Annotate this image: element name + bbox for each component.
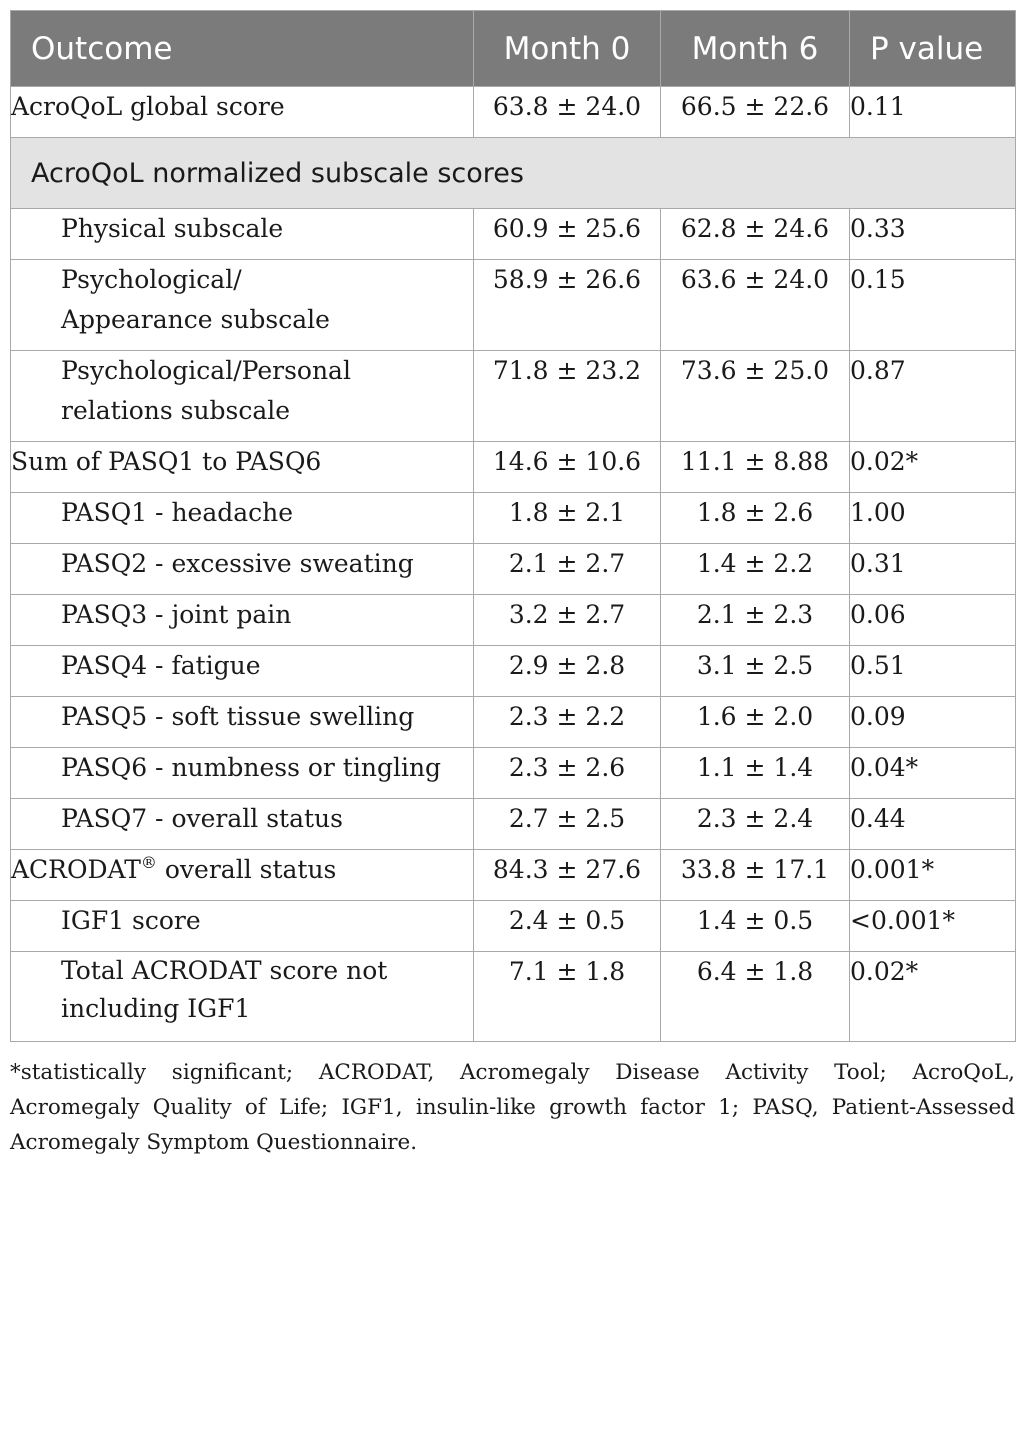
month-0-value: 2.1 ± 2.7 <box>474 544 661 595</box>
p-value: 0.09 <box>850 697 1016 748</box>
month-6-value: 3.1 ± 2.5 <box>661 646 850 697</box>
month-6-value: 62.8 ± 24.6 <box>661 209 850 260</box>
table-row <box>11 646 1016 697</box>
p-value: 0.31 <box>850 544 1016 595</box>
row-label: IGF1 score <box>11 901 474 952</box>
p-value: 0.87 <box>850 351 1016 442</box>
table-row <box>11 748 1016 799</box>
table-row <box>11 260 1016 351</box>
p-value: 1.00 <box>850 493 1016 544</box>
month-6-value: 66.5 ± 22.6 <box>661 87 850 138</box>
p-value: 0.33 <box>850 209 1016 260</box>
table-row <box>11 442 1016 493</box>
month-0-value: 3.2 ± 2.7 <box>474 595 661 646</box>
p-value: <0.001* <box>850 901 1016 952</box>
header-month-6: Month 6 <box>661 11 850 87</box>
p-value: 0.51 <box>850 646 1016 697</box>
p-value: 0.06 <box>850 595 1016 646</box>
month-6-value: 63.6 ± 24.0 <box>661 260 850 351</box>
row-label: PASQ5 - soft tissue swelling <box>11 697 474 748</box>
row-label-line-2: relations subscale <box>61 396 291 425</box>
row-label: PASQ3 - joint pain <box>11 595 474 646</box>
row-label: PASQ2 - excessive sweating <box>11 544 474 595</box>
table-header-row <box>11 11 1016 87</box>
month-0-value: 7.1 ± 1.8 <box>474 952 661 1042</box>
month-6-value: 1.8 ± 2.6 <box>661 493 850 544</box>
row-label-line-2: including IGF1 <box>61 994 251 1023</box>
row-label-line-2: Appearance subscale <box>61 305 330 334</box>
month-0-value: 60.9 ± 25.6 <box>474 209 661 260</box>
row-label <box>11 260 474 351</box>
month-6-value: 2.3 ± 2.4 <box>661 799 850 850</box>
header-outcome: Outcome <box>11 11 474 87</box>
section-header-row <box>11 138 1016 209</box>
table-row <box>11 697 1016 748</box>
results-table <box>10 10 1016 1042</box>
section-title: AcroQoL normalized subscale scores <box>11 138 1016 209</box>
table-row <box>11 850 1016 901</box>
row-label-line-1: Psychological/ <box>61 265 242 294</box>
month-0-value: 2.9 ± 2.8 <box>474 646 661 697</box>
p-value: 0.11 <box>850 87 1016 138</box>
row-label <box>11 850 474 901</box>
row-label: Physical subscale <box>11 209 474 260</box>
month-6-value: 11.1 ± 8.88 <box>661 442 850 493</box>
month-0-value: 1.8 ± 2.1 <box>474 493 661 544</box>
row-label: PASQ6 - numbness or tingling <box>11 748 474 799</box>
month-6-value: 1.4 ± 0.5 <box>661 901 850 952</box>
row-label: Sum of PASQ1 to PASQ6 <box>11 442 474 493</box>
month-6-value: 2.1 ± 2.3 <box>661 595 850 646</box>
row-label: PASQ4 - fatigue <box>11 646 474 697</box>
month-0-value: 84.3 ± 27.6 <box>474 850 661 901</box>
month-6-value: 73.6 ± 25.0 <box>661 351 850 442</box>
month-6-value: 1.4 ± 2.2 <box>661 544 850 595</box>
row-label <box>11 952 474 1042</box>
header-month-0: Month 0 <box>474 11 661 87</box>
table-row <box>11 901 1016 952</box>
table-row <box>11 87 1016 138</box>
row-label-prefix: ACRODAT <box>11 855 141 884</box>
table-row <box>11 493 1016 544</box>
month-0-value: 2.7 ± 2.5 <box>474 799 661 850</box>
month-6-value: 33.8 ± 17.1 <box>661 850 850 901</box>
p-value: 0.04* <box>850 748 1016 799</box>
month-0-value: 58.9 ± 26.6 <box>474 260 661 351</box>
month-0-value: 2.4 ± 0.5 <box>474 901 661 952</box>
table-row <box>11 544 1016 595</box>
table-row <box>11 952 1016 1042</box>
table-row <box>11 799 1016 850</box>
row-label-line-1: Psychological/Personal <box>61 356 351 385</box>
row-label: AcroQoL global score <box>11 87 474 138</box>
table-row <box>11 351 1016 442</box>
month-0-value: 2.3 ± 2.2 <box>474 697 661 748</box>
table-footnote: *statistically significant; ACRODAT, Acromegaly Disease Activity Tool; AcroQoL, Acromegaly Quality of Life; IGF1, insulin-like growth factor 1; PASQ, Patient-Assessed Acromegaly Symptom Questionnaire. <box>10 1060 1015 1155</box>
p-value: 0.44 <box>850 799 1016 850</box>
p-value: 0.15 <box>850 260 1016 351</box>
results-table-figure <box>10 10 1015 1160</box>
month-6-value: 6.4 ± 1.8 <box>661 952 850 1042</box>
registered-mark: ® <box>140 853 157 872</box>
row-label-suffix: overall status <box>156 855 337 884</box>
row-label-line-1: Total ACRODAT score not <box>61 956 388 985</box>
p-value: 0.001* <box>850 850 1016 901</box>
p-value: 0.02* <box>850 952 1016 1042</box>
month-0-value: 63.8 ± 24.0 <box>474 87 661 138</box>
month-0-value: 71.8 ± 23.2 <box>474 351 661 442</box>
month-0-value: 2.3 ± 2.6 <box>474 748 661 799</box>
table-row <box>11 595 1016 646</box>
row-label <box>11 351 474 442</box>
row-label: PASQ1 - headache <box>11 493 474 544</box>
month-6-value: 1.1 ± 1.4 <box>661 748 850 799</box>
month-0-value: 14.6 ± 10.6 <box>474 442 661 493</box>
header-p-value: P value <box>850 11 1016 87</box>
table-row <box>11 209 1016 260</box>
month-6-value: 1.6 ± 2.0 <box>661 697 850 748</box>
row-label: PASQ7 - overall status <box>11 799 474 850</box>
p-value: 0.02* <box>850 442 1016 493</box>
